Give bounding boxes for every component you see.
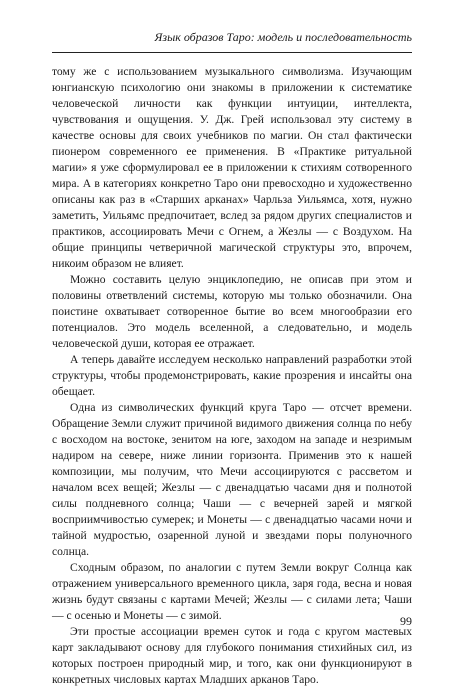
header-rule bbox=[52, 52, 412, 53]
paragraph: Одна из символических функций круга Таро — отсчет времени. Обращение Земли служит причиной видимого движения солнца по небу с восходом на востоке, зенитом на юге, заходом на западе и незримым надиром на севере, ниже линии горизонта. Применив это к нашей композиции, мы получим, что Мечи ассоциируются с рассветом и началом всех вещей; Жезлы — с двенадцатью часами дня и полнотой силы полдневного солнца; Чаши — с вечерней зарей и мягкой восприимчивостью сумерек; и Монеты — с двенадцатью часами ночи и тайной мудростью, озаренной луной и звездами поры полуночного солнца. bbox=[52, 401, 412, 558]
running-head: Язык образов Таро: модель и последовательность bbox=[154, 30, 412, 44]
paragraph: Сходным образом, по аналогии с путем Земли вокруг Солнца как отражением универсального временного цикла, заря года, весна и новая жизнь будут связаны с картами Мечей; Жезлы — с силами лета; Чаши — с осенью и Монеты — с зимой. bbox=[52, 561, 412, 622]
page-number: 99 bbox=[400, 614, 412, 628]
paragraph: тому же с использованием музыкального символизма. Изучающим юнгианскую психологию они знакомы в приложении к систематике человеческой личности как функции интуиции, интеллекта, чувствования и ощущения. У. Дж. Грей использовал эту систему в качестве основы для своих учебников по магии. Он стал фактически пионером современного ее применения. В «Практике ритуальной магии» я уже сформулировал ее в приложении к стихиям сотворенного мира. А в категориях конкретно Таро они превосходно и художественно описаны как раз в «Старших арканах» Чарльза Уильямса, хотя, нужно заметить, Уильямс предпочитает, вслед за рядом других специалистов и практиков, ассоциировать Мечи с Огнем, а Жезлы — с Воздухом. На общие принципы четверичной магической структуры это, впрочем, никоим образом не влияет. bbox=[52, 65, 412, 270]
body-text bbox=[52, 64, 412, 688]
paragraph: А теперь давайте исследуем несколько направлений разработки этой структуры, чтобы продемонстрировать, какие прозрения и инсайты она обещает. bbox=[52, 353, 412, 398]
paragraph: Можно составить целую энциклопедию, не описав при этом и половины ответвлений системы, которую мы только обозначили. Она поистине охватывает сотворенное бытие во всем многообразии его потенциалов. Это модель вселенной, а следовательно, и модель человеческой души, которая ее отражает. bbox=[52, 273, 412, 350]
paragraph: Эти простые ассоциации времен суток и года с кругом мастевых карт закладывают основу для глубокого понимания стихийных сил, из которых построен природный мир, и того, как они функционируют в конкретных числовых картах Младших арканов Таро. bbox=[52, 625, 412, 686]
